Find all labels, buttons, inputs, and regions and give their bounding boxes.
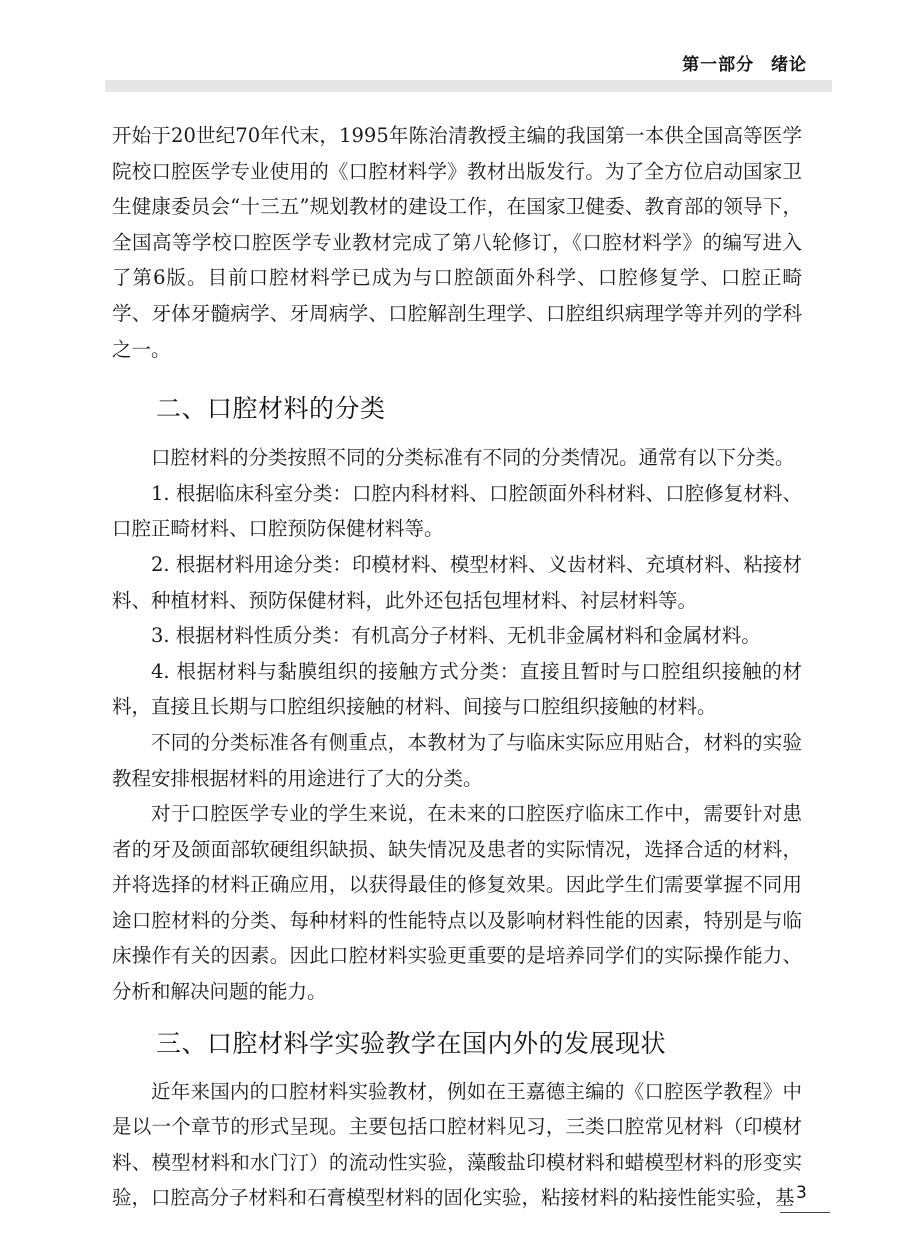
running-header: 第一部分 绪论 (682, 55, 807, 75)
page-number: 3 (796, 1183, 807, 1203)
classification-item-2: 2. 根据材料用途分类：印模材料、模型材料、义齿材料、充填材料、粘接材料、种植材料、预防保健材料，此外还包括包埋材料、衬层材料等。 (112, 552, 802, 612)
development-paragraph: 近年来国内的口腔材料实验教材，例如在王嘉德主编的《口腔医学教程》中是以一个章节的形式呈现。主要包括口腔材料见习，三类口腔常见材料（印模材料、模型材料和水门汀）的流动性实验，藻酸盐印模材料和蜡模型材料的形变实验，口腔高分子材料和石膏模型材料的固化实验，粘接材料的粘接性能实验，基 (112, 1079, 802, 1210)
footer-rule (780, 1212, 830, 1213)
section-heading-classification: 二、口腔材料的分类 (156, 394, 386, 424)
classification-emphasis-paragraph: 不同的分类标准各有侧重点，本教材为了与临床实际应用贴合，材料的实验教程安排根据材料的用途进行了大的分类。 (112, 730, 802, 790)
classification-item-3: 3. 根据材料性质分类：有机高分子材料、无机非金属材料和金属材料。 (151, 624, 761, 648)
page-body (112, 118, 802, 1216)
classification-item-4: 4. 根据材料与黏膜组织的接触方式分类：直接且暂时与口腔组织接触的材料，直接且长期与口腔组织接触的材料、间接与口腔组织接触的材料。 (112, 659, 802, 719)
intro-paragraph: 开始于20世纪70年代末，1995年陈治清教授主编的我国第一本供全国高等医学院校口腔医学专业使用的《口腔材料学》教材出版发行。为了全方位启动国家卫生健康委员会“十三五”规划教材的建设工作，在国家卫健委、教育部的领导下，全国高等学校口腔医学专业教材完成了第八轮修订，《口腔材料学》的编写进入了第6版。目前口腔材料学已成为与口腔颌面外科学、口腔修复学、口腔正畸学、牙体牙髓病学、牙周病学、口腔解剖生理学、口腔组织病理学等并列的学科之一。 (112, 124, 802, 361)
classification-item-1: 1. 根据临床科室分类：口腔内科材料、口腔颌面外科材料、口腔修复材料、口腔正畸材料、口腔预防保健材料等。 (112, 481, 802, 541)
section-heading-development: 三、口腔材料学实验教学在国内外的发展现状 (156, 1028, 667, 1058)
classification-intro-paragraph: 口腔材料的分类按照不同的分类标准有不同的分类情况。通常有以下分类。 (151, 446, 795, 470)
header-rule (105, 80, 832, 92)
student-requirements-paragraph: 对于口腔医学专业的学生来说，在未来的口腔医疗临床工作中，需要针对患者的牙及颌面部软硬组织缺损、缺失情况及患者的实际情况，选择合适的材料，并将选择的材料正确应用，以获得最佳的修复效果。因此学生们需要掌握不同用途口腔材料的分类、每种材料的性能特点以及影响材料性能的因素，特别是与临床操作有关的因素。因此口腔材料实验更重要的是培养同学们的实际操作能力、分析和解决问题的能力。 (112, 802, 802, 1004)
